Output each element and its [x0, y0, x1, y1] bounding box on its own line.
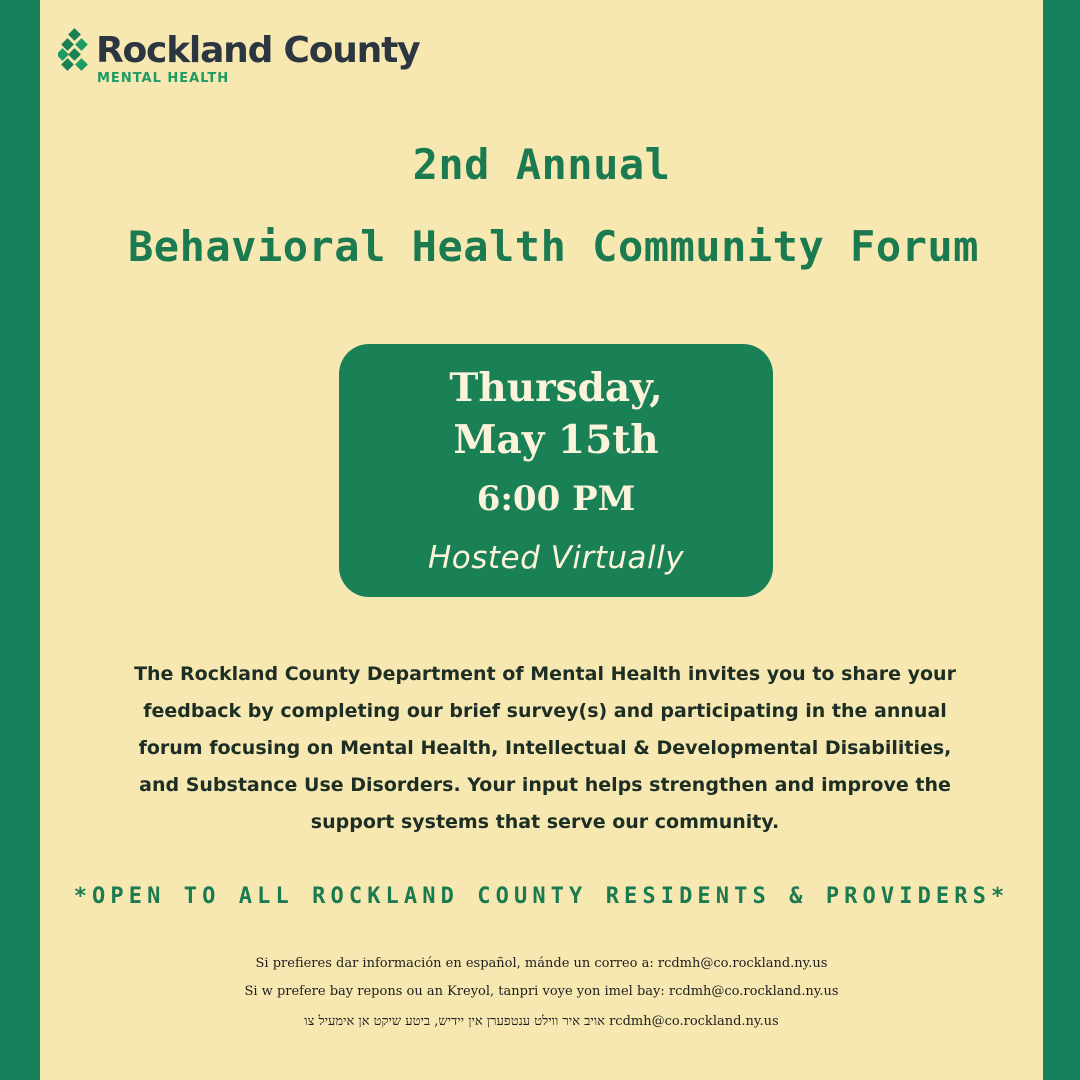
event-date: May 15th	[453, 417, 659, 463]
logo-diamond-icon	[58, 28, 92, 78]
open-to-banner: *OPEN TO ALL ROCKLAND COUNTY RESIDENTS & PROVIDERS*	[73, 884, 1010, 909]
spanish-contact-line: Si prefieres dar información en español, mánde un correo a: rcdmh@co.rockland.ny.us	[255, 956, 828, 971]
kreyol-contact-line: Si w prefere bay repons ou an Kreyol, tanpri voye yon imel bay: rcdmh@co.rockland.ny.us	[244, 984, 839, 999]
event-date-card	[339, 344, 773, 597]
event-title-line-1: 2nd Annual	[412, 140, 671, 189]
logo-subtitle: MENTAL HEALTH	[97, 71, 230, 86]
logo	[58, 28, 458, 90]
logo-title: Rockland County	[96, 30, 420, 71]
event-description: The Rockland County Department of Mental Health invites you to share your feedback by completing our brief survey(s) and participating in the annual forum focusing on Mental Health, Intellectual & Developmental Disabilities, and Substance Use Disorders. Your input helps strengthen and improve the support systems that serve our community.	[134, 663, 956, 833]
event-day: Thursday,	[449, 365, 663, 411]
yiddish-contact-line: אויב איר ווילט ענטפערן אין יידיש, ביטע שיקט אן אימעיל צו rcdmh@co.rockland.ny.us	[304, 1014, 779, 1029]
event-venue: Hosted Virtually	[427, 540, 685, 576]
event-title-line-2: Behavioral Health Community Forum	[128, 222, 979, 271]
event-time: 6:00 PM	[476, 479, 636, 519]
